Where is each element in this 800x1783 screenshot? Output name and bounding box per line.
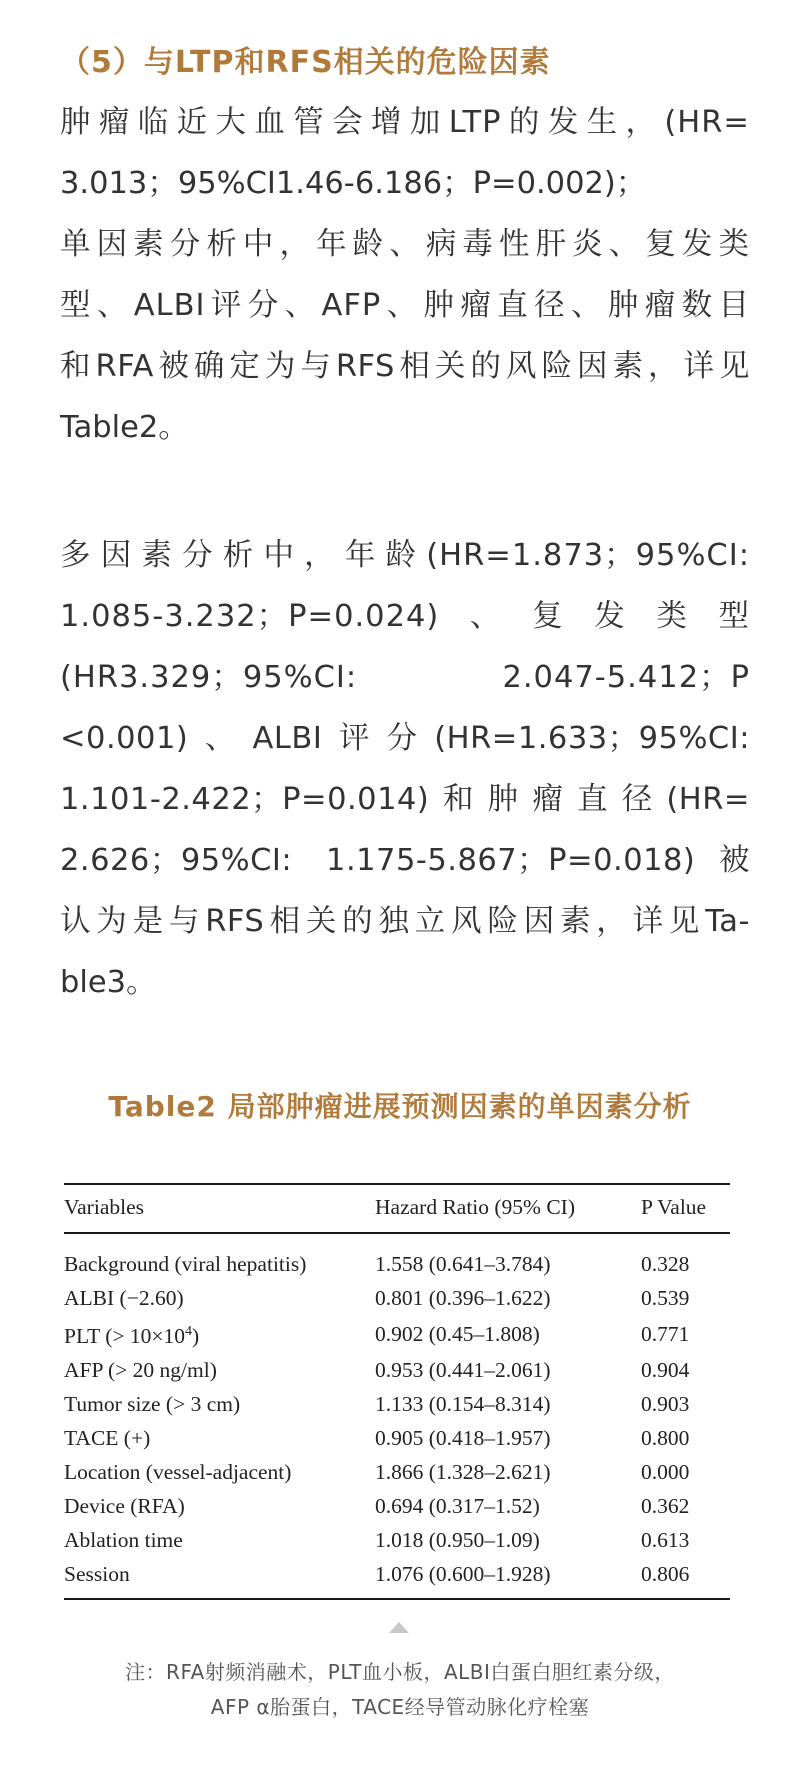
table-row <box>64 1281 730 1315</box>
paragraph-line: <0.001)、ALBI评分(HR=1.633；95%CI: <box>60 721 750 756</box>
univariate-table <box>64 1183 730 1600</box>
paragraph-line: 多因素分析中，年龄(HR=1.873；95%CI: <box>60 538 750 573</box>
section-heading: （5）与LTP和RFS相关的危险因素 <box>60 45 551 80</box>
paragraph-line: 3.013；95%CI1.46-6.186；P=0.002)； <box>60 166 647 201</box>
column-header-variables: Variables <box>64 1195 144 1219</box>
cell-p-value: 0.539 <box>641 1286 690 1310</box>
cell-p-value: 0.903 <box>641 1392 690 1417</box>
paragraph-line: 2.626；95%CI: 1.175-5.867；P=0.018)被 <box>60 843 750 878</box>
table-title: Table2 局部肿瘤进展预测因素的单因素分析 <box>108 1090 692 1123</box>
table-row <box>64 1421 730 1455</box>
paragraph-line: (HR3.329；95%CI: 2.047-5.412；P <box>60 660 750 695</box>
table-row <box>64 1353 730 1387</box>
table-note-line: AFP α胎蛋白，TACE经导管动脉化疗栓塞 <box>210 1695 590 1719</box>
column-header-p-value: P Value <box>641 1195 707 1219</box>
cell-hazard-ratio: 1.133 (0.154–8.314) <box>375 1392 551 1417</box>
table-row <box>64 1387 730 1421</box>
cell-hazard-ratio: 0.694 (0.317–1.52) <box>375 1494 540 1519</box>
table-note-line: 注：RFA射频消融术，PLT血小板，ALBI白蛋白胆红素分级， <box>125 1660 675 1684</box>
table-row <box>64 1489 730 1523</box>
data-table <box>64 1183 730 1600</box>
paragraph-line: 和RFA被确定为与RFS相关的风险因素，详见 <box>60 349 750 384</box>
table-row <box>64 1455 730 1489</box>
table-row <box>64 1315 730 1353</box>
table-row <box>64 1523 730 1557</box>
cell-p-value: 0.000 <box>641 1460 690 1485</box>
cell-variable-suffix: ) <box>192 1324 200 1349</box>
paragraph-line: 型、ALBI评分、AFP、肿瘤直径、肿瘤数目 <box>60 288 750 323</box>
paragraph-line: 1.101-2.422；P=0.014)和肿瘤直径(HR= <box>60 782 750 817</box>
cell-hazard-ratio: 1.558 (0.641–3.784) <box>375 1252 551 1276</box>
cell-variable: Background (viral hepatitis) <box>64 1252 307 1276</box>
cell-variable: Ablation time <box>64 1528 183 1553</box>
cell-variable-text: PLT (> 10×10 <box>64 1324 186 1349</box>
paragraph-line: 1.085-3.232；P=0.024)、复发类型 <box>60 599 750 634</box>
cell-variable <box>64 1315 375 1353</box>
cell-hazard-ratio: 0.905 (0.418–1.957) <box>375 1426 551 1451</box>
cell-hazard-ratio: 1.866 (1.328–2.621) <box>375 1460 551 1485</box>
cell-p-value: 0.806 <box>641 1562 690 1587</box>
cell-variable: Tumor size (> 3 cm) <box>64 1392 241 1417</box>
table-header-row <box>64 1184 730 1233</box>
cell-p-value: 0.904 <box>641 1358 690 1383</box>
paragraph-ltp-risk <box>60 92 750 214</box>
table-row <box>64 1557 730 1599</box>
cell-hazard-ratio: 0.801 (0.396–1.622) <box>375 1286 551 1310</box>
cell-hazard-ratio: 1.076 (0.600–1.928) <box>375 1562 551 1587</box>
cell-p-value: 0.613 <box>641 1528 690 1553</box>
cell-variable: AFP (> 20 ng/ml) <box>64 1358 217 1383</box>
cell-p-value: 0.800 <box>641 1426 690 1451</box>
cell-hazard-ratio: 0.902 (0.45–1.808) <box>375 1322 540 1347</box>
paragraph-line: 单因素分析中，年龄、病毒性肝炎、复发类 <box>60 227 750 262</box>
cell-hazard-ratio: 0.953 (0.441–2.061) <box>375 1358 551 1383</box>
cell-p-value: 0.328 <box>641 1252 690 1276</box>
cell-variable: TACE (+) <box>64 1426 151 1451</box>
cell-variable: ALBI (−2.60) <box>64 1286 184 1310</box>
paragraph-line: 认为是与RFS相关的独立风险因素，详见Ta- <box>60 904 750 939</box>
column-header-hazard-ratio: Hazard Ratio (95% CI) <box>375 1195 575 1219</box>
caret-up-icon <box>389 1622 409 1633</box>
cell-variable: Session <box>64 1562 130 1587</box>
superscript-exponent: 4 <box>185 1324 193 1339</box>
paragraph-line: Table2。 <box>60 410 189 445</box>
paragraph-multivariate <box>60 525 750 1013</box>
paragraph-line: 肿瘤临近大血管会增加LTP的发生，(HR= <box>60 105 750 140</box>
cell-p-value: 0.362 <box>641 1494 690 1519</box>
table-row <box>64 1233 730 1281</box>
cell-variable: Device (RFA) <box>64 1494 185 1519</box>
paragraph-univariate <box>60 214 750 458</box>
cell-p-value: 0.771 <box>641 1322 690 1347</box>
cell-variable: Location (vessel-adjacent) <box>64 1460 292 1485</box>
cell-hazard-ratio: 1.018 (0.950–1.09) <box>375 1528 540 1553</box>
paragraph-line: ble3。 <box>60 965 157 1000</box>
